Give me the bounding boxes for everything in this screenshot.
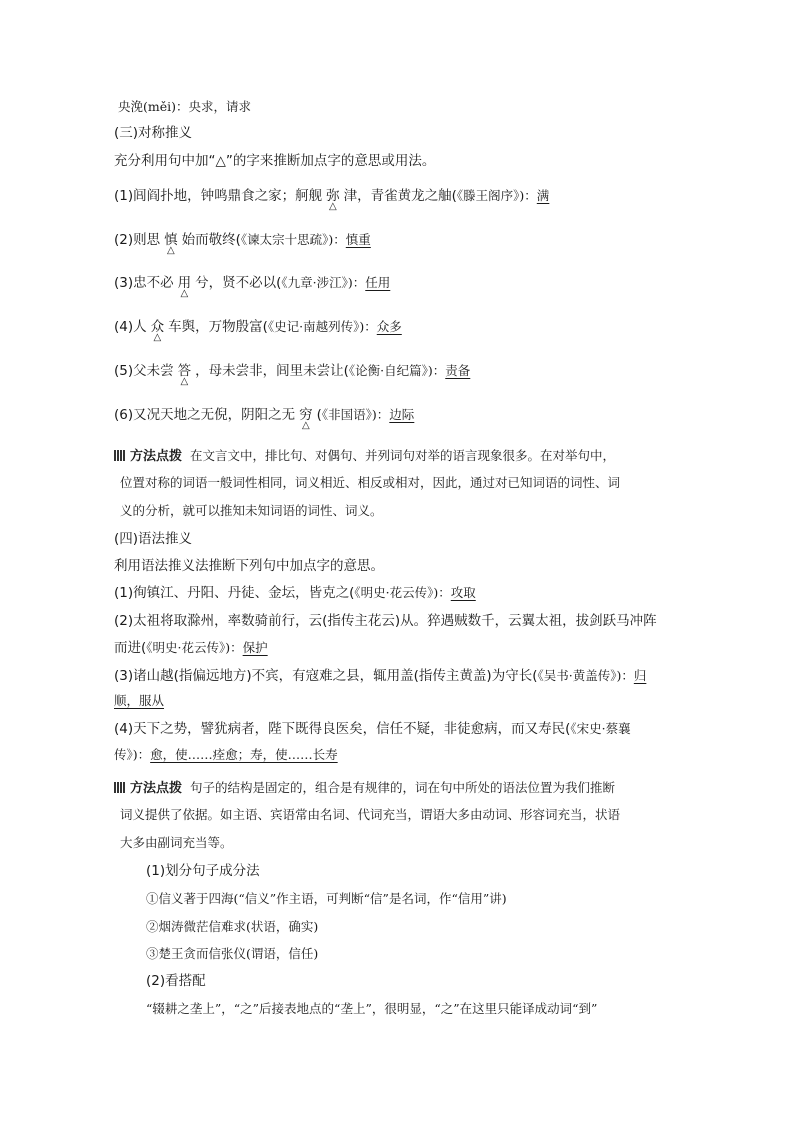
marked-char: 答 △ [174,362,196,380]
item-text: (3)诸山越(指偏远地方)不宾，有寇难之县，辄用盖(指传主黄盖)为守长( [114,668,538,684]
item-answer: 满 [536,188,550,203]
item-source: 《史记·南越列传》)： [267,319,377,334]
sub1-item-3: ③楚王贪而信张仪(谓语，信任) [146,946,319,961]
item-text: (2)则思 [114,232,161,248]
marked-char: 慎 △ [160,231,182,249]
method-tip-label [114,780,182,798]
section-3-intro: 充分利用句中加“△”的字来推断加点字的意思或用法。 [114,153,436,169]
section-4-intro: 利用语法推义法推断下列句中加点字的意思。 [114,558,384,574]
item-answer: 归 [633,668,647,683]
item-text: (1)闾阎扑地，钟鸣鼎食之家；舸舰 [114,188,323,204]
item-answer: 保护 [242,640,268,655]
sec3-item-3 [114,274,390,292]
sub-heading-2: (2)看搭配 [146,973,206,989]
sec3-item-2 [114,231,371,249]
item-source: 《明史·花云传》)： [146,640,243,655]
item-answer: 边际 [389,407,415,422]
item-answer: 愈，使……痊愈；寿，使……长寿 [150,747,338,762]
item-answer: 任用 [365,275,391,290]
sec4-item-2-line-2 [114,639,268,657]
item-text: ( [316,407,322,423]
tip-icon [114,782,126,793]
item-source: 《吴书·黄盖传》)： [537,668,634,683]
sec4-tip-line-2: 词义提供了依据。如主语、宾语常由名词、代词充当，谓语大多由动词、形容词充当，状语 [120,807,621,822]
item-text: ，母未尝非，闾里未尝让( [195,363,349,379]
sub2-text: “辍耕之垄上”，“之”后接表地点的“垄上”，很明显，“之”在这里只能译成动词“到” [146,1001,598,1016]
item-source: 《谏太宗十思疏》)： [240,232,346,247]
sub1-item-2: ②烟涛微茫信难求(状语，确实) [146,919,319,934]
sec3-item-4 [114,318,402,336]
item-text: (4)天下之势，譬犹病者，陛下既得良医矣，信任不疑，非徒愈病，而又寿民( [114,721,571,737]
sec4-item-1 [114,584,476,602]
item-text: (4)人 [114,319,147,335]
item-text: 兮，贤不必以( [195,275,282,291]
sec3-item-6 [114,406,414,424]
item-text: 而进( [114,640,147,656]
marked-char: 众 △ [147,318,169,336]
item-answer-cont: 顺，服从 [114,693,165,708]
sec3-item-1 [114,187,549,205]
sec4-tip-line-3: 大多由副词充当等。 [120,835,233,850]
sec4-item-4-line-2 [114,746,338,764]
sec4-item-2-line-1: (2)太祖将取滁州，率数骑前行，云(指传主花云)从。猝遇贼数千，云翼太祖，拔剑跃马冲阵 [114,613,657,629]
item-source: 《滕王阁序》)： [456,188,537,203]
item-text: 始而敬终( [181,232,241,248]
item-source: 《非国语》)： [321,407,390,422]
sub-heading-1: (1)划分句子成分法 [146,863,260,879]
tip-text: 句子的结构是固定的，组合是有规律的，词在句中所处的语法位置为我们推断 [190,780,616,795]
item-answer: 责备 [445,363,471,378]
item-text: (5)父未尝 [114,363,174,379]
sec3-tip-line-1 [114,447,615,466]
marked-char: 穷 △ [295,406,317,424]
item-text: (6)又况天地之无倪，阴阳之无 [114,407,296,423]
item-source-cont: 传》)： [114,747,151,762]
item-text: (3)忠不必 [114,275,174,291]
item-answer: 慎重 [345,232,371,247]
sub1-item-1: ①信义著于四海(“信义”作主语，可判断“信”是名词，作“信用”讲) [146,891,507,906]
item-text: (1)徇镇江、丹阳、丹徒、金坛，皆克之( [114,585,355,601]
sec4-item-3-line-2 [114,692,164,710]
tip-label-text: 方法点拨 [130,781,183,796]
sec4-tip-line-1 [114,779,615,798]
item-text: 津，青雀黄龙之舳( [343,188,457,204]
method-tip-label [114,448,182,466]
section-3-heading: (三)对称推义 [114,125,193,141]
item-source: 《九章·涉江》)： [281,275,366,290]
sec4-item-4-line-1 [114,720,631,738]
item-source: 《宋史·蔡襄 [570,721,631,736]
sec3-tip-line-3: 义的分析，就可以推知未知词语的词性、词义。 [120,503,383,518]
item-answer: 攻取 [450,585,476,600]
item-text: 车舆，万物殷富( [168,319,268,335]
sec4-item-3-line-1 [114,667,646,685]
section-4-heading: (四)语法推义 [114,531,193,547]
sec3-item-5 [114,362,470,380]
item-answer: 众多 [376,319,402,334]
item-source: 《明史·花云传》)： [354,585,451,600]
marked-char: 用 △ [174,274,196,292]
tip-label-text: 方法点拨 [130,449,183,464]
sec3-tip-line-2: 位置对称的词语一般词性相同，词义相近、相反或相对，因此，通过对已知词语的词性、词 [120,475,621,490]
tip-text: 在文言文中，排比句、对偶句、并列词句对举的语言现象很多。在对举句中， [190,448,616,463]
item-source: 《论衡·自纪篇》)： [348,363,446,378]
top-line: 央浼(měi)：央求，请求 [118,99,252,114]
tip-icon [114,450,126,461]
marked-char: 弥 △ [322,187,344,205]
